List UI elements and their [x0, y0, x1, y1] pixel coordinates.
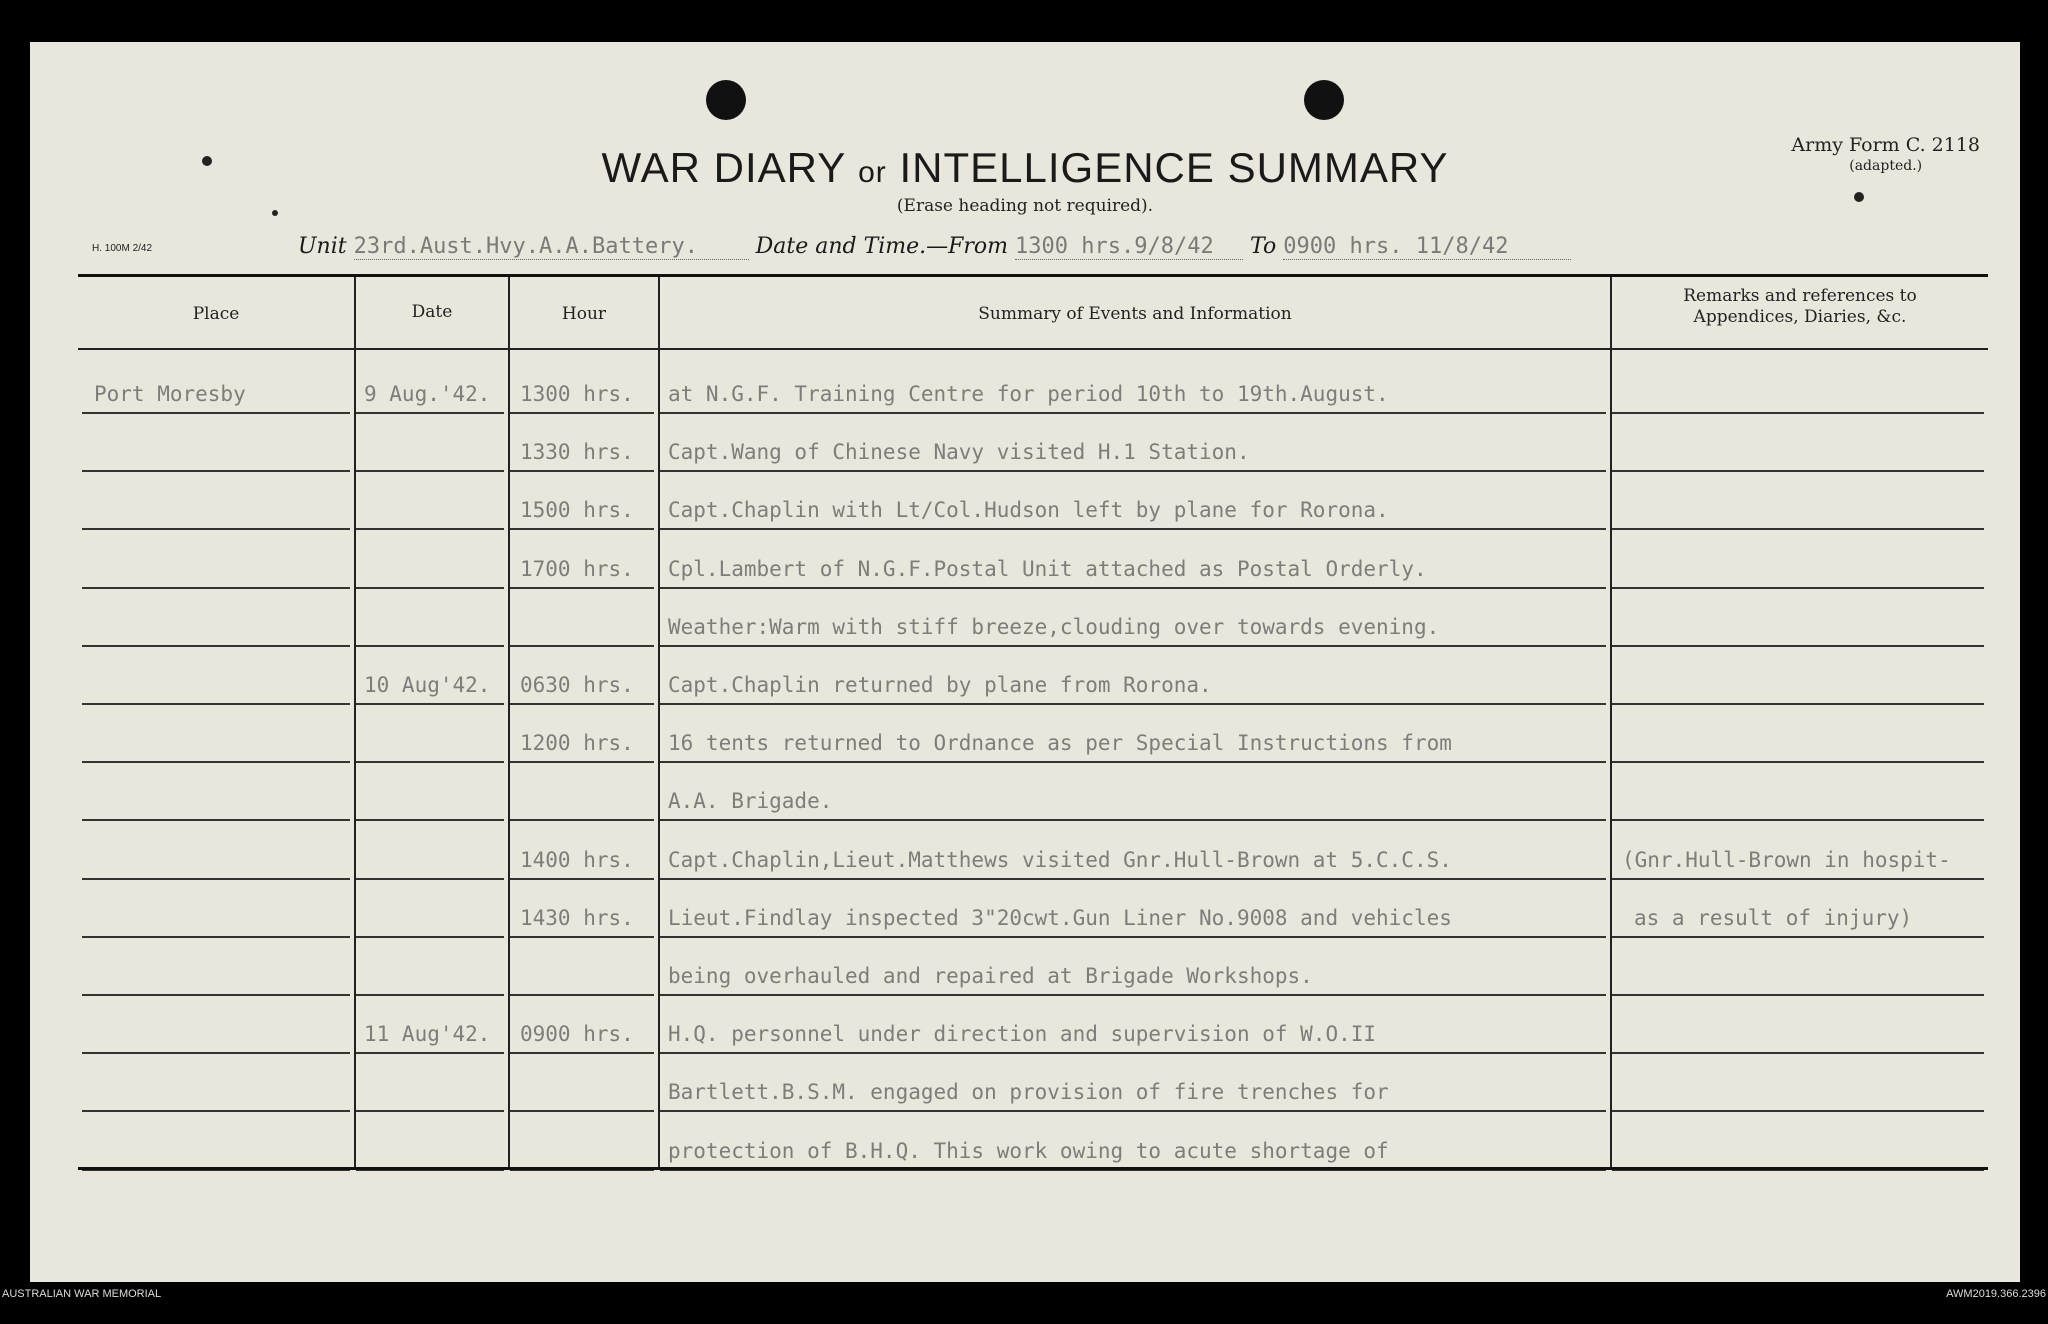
row-rule — [510, 528, 654, 530]
column-divider — [508, 277, 510, 1167]
row-rule — [1612, 412, 1984, 414]
cell-summary: 16 tents returned to Ordnance as per Special Instructions from — [668, 731, 1452, 756]
row-rule — [82, 703, 350, 705]
table-bottom-rule — [78, 1167, 1988, 1170]
unit-line: Unit 23rd.Aust.Hvy.A.A.Battery. Date and Time.—From 1300 hrs.9/8/42 To 0900 hrs. 11/8/42 — [298, 234, 1571, 260]
cell-hour: 0900 hrs. — [520, 1022, 634, 1047]
row-rule — [660, 645, 1606, 647]
cell-hour: 1700 hrs. — [520, 556, 634, 581]
row-rule — [510, 761, 654, 763]
header-hour: Hour — [561, 304, 607, 324]
header-remarks: Remarks and references to Appendices, Diaries, &c. — [1683, 286, 1917, 327]
cell-summary: Capt.Chaplin with Lt/Col.Hudson left by plane for Rorona. — [668, 498, 1389, 523]
punch-hole — [1304, 80, 1344, 120]
row-rule — [660, 878, 1606, 880]
cell-date: 9 Aug.'42. — [364, 382, 491, 406]
cell-summary: protection of B.H.Q. This work owing to acute shortage of — [668, 1138, 1389, 1163]
row-rule — [660, 936, 1606, 938]
row-rule — [1612, 994, 1984, 996]
cell-summary: at N.G.F. Training Centre for period 10th to 19th.August. — [668, 382, 1389, 406]
header-rule — [78, 348, 1988, 350]
row-rule — [356, 703, 504, 705]
row-rule — [510, 412, 654, 414]
row-rule — [660, 470, 1606, 472]
cell-hour: 0630 hrs. — [520, 673, 634, 697]
row-rule — [1612, 1052, 1984, 1054]
row-rule — [1612, 587, 1984, 589]
row-rule — [1612, 819, 1984, 821]
cell-hour: 1400 hrs. — [520, 847, 634, 872]
cell-summary: Bartlett.B.S.M. engaged on provision of fire trenches for — [668, 1080, 1389, 1105]
column-divider — [1610, 277, 1612, 1167]
row-rule — [356, 936, 504, 938]
page-subtitle: (Erase heading not required). — [896, 196, 1154, 216]
row-rule — [510, 1110, 654, 1112]
row-rule — [510, 819, 654, 821]
punch-hole — [706, 80, 746, 120]
row-rule — [82, 936, 350, 938]
row-rule — [356, 1110, 504, 1112]
row-rule — [356, 412, 504, 414]
column-divider — [354, 277, 356, 1167]
cell-remarks: (Gnr.Hull-Brown in hospit- — [1622, 847, 1951, 872]
row-rule — [82, 412, 350, 414]
cell-hour: 1500 hrs. — [520, 498, 634, 523]
row-rule — [356, 819, 504, 821]
row-rule — [1612, 936, 1984, 938]
column-divider — [658, 277, 660, 1167]
row-rule — [660, 761, 1606, 763]
row-rule — [660, 1052, 1606, 1054]
row-rule — [510, 994, 654, 996]
row-rule — [82, 528, 350, 530]
row-rule — [356, 528, 504, 530]
row-rule — [356, 994, 504, 996]
cell-hour: 1330 hrs. — [520, 440, 634, 465]
row-rule — [660, 819, 1606, 821]
row-rule — [82, 994, 350, 996]
cell-remarks: as a result of injury) — [1634, 905, 1913, 930]
page-title: WAR DIARY or INTELLIGENCE SUMMARY — [601, 144, 1449, 191]
row-rule — [356, 878, 504, 880]
header-summary: Summary of Events and Information — [978, 304, 1292, 324]
row-rule — [82, 1110, 350, 1112]
row-rule — [82, 1052, 350, 1054]
row-rule — [660, 703, 1606, 705]
row-rule — [82, 587, 350, 589]
cell-summary: Capt.Chaplin,Lieut.Matthews visited Gnr.Hull-Brown at 5.C.C.S. — [668, 847, 1452, 872]
footer-accession: AWM2019.366.2396 — [1946, 1288, 2046, 1300]
row-rule — [510, 703, 654, 705]
row-rule — [510, 936, 654, 938]
footer-source: AUSTRALIAN WAR MEMORIAL — [2, 1288, 162, 1300]
row-rule — [1612, 761, 1984, 763]
cell-summary: Capt.Chaplin returned by plane from Rorona. — [668, 673, 1212, 697]
row-rule — [510, 1052, 654, 1054]
cell-summary: Cpl.Lambert of N.G.F.Postal Unit attached as Postal Orderly. — [668, 556, 1427, 581]
cell-summary: Lieut.Findlay inspected 3"20cwt.Gun Liner No.9008 and vehicles — [668, 905, 1452, 930]
row-rule — [660, 587, 1606, 589]
row-rule — [1612, 703, 1984, 705]
row-rule — [660, 412, 1606, 414]
row-rule — [1612, 470, 1984, 472]
row-rule — [510, 878, 654, 880]
cell-summary: A.A. Brigade. — [668, 789, 833, 814]
print-code: H. 100M 2/42 — [92, 243, 153, 254]
cell-summary: Weather:Warm with stiff breeze,clouding over towards evening. — [668, 614, 1440, 639]
row-rule — [510, 587, 654, 589]
form-identifier: Army Form C. 2118 (adapted.) — [1791, 134, 1980, 174]
header-place: Place — [192, 304, 240, 324]
row-rule — [82, 761, 350, 763]
row-rule — [356, 645, 504, 647]
cell-place: Port Moresby — [94, 382, 246, 406]
cell-summary: being overhauled and repaired at Brigade Workshops. — [668, 964, 1313, 988]
table-top-rule — [78, 274, 1988, 277]
row-rule — [660, 528, 1606, 530]
cell-hour: 1430 hrs. — [520, 905, 634, 930]
row-rule — [1612, 878, 1984, 880]
cell-date: 11 Aug'42. — [364, 1022, 491, 1047]
cell-summary: H.Q. personnel under direction and supervision of W.O.II — [668, 1022, 1377, 1047]
row-rule — [1612, 528, 1984, 530]
row-rule — [82, 645, 350, 647]
row-rule — [82, 878, 350, 880]
header-date: Date — [411, 302, 453, 322]
cell-hour: 1300 hrs. — [520, 382, 634, 406]
row-rule — [82, 470, 350, 472]
unit-value: 23rd.Aust.Hvy.A.A.Battery. — [354, 234, 749, 260]
cell-hour: 1200 hrs. — [520, 731, 634, 756]
row-rule — [510, 645, 654, 647]
cell-summary: Capt.Wang of Chinese Navy visited H.1 Station. — [668, 440, 1250, 465]
row-rule — [356, 470, 504, 472]
cell-date: 10 Aug'42. — [364, 673, 491, 697]
row-rule — [1612, 1110, 1984, 1112]
row-rule — [356, 1052, 504, 1054]
from-value: 1300 hrs.9/8/42 — [1015, 234, 1243, 260]
row-rule — [660, 994, 1606, 996]
row-rule — [82, 819, 350, 821]
row-rule — [510, 470, 654, 472]
to-value: 0900 hrs. 11/8/42 — [1283, 234, 1571, 260]
row-rule — [1612, 645, 1984, 647]
row-rule — [356, 587, 504, 589]
row-rule — [356, 761, 504, 763]
diary-page — [30, 42, 2020, 1282]
row-rule — [660, 1110, 1606, 1112]
